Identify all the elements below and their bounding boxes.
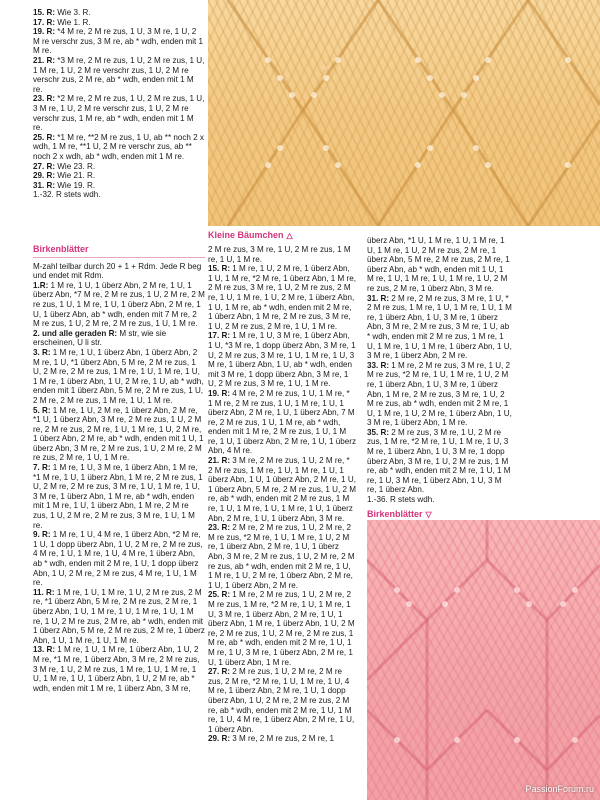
row-text: 1 M re, 1 U, 4 M re, 1 überz Abn, *2 M re, 1 U, 1 dopp überz Abn, 1 U, 2 M re, 2 M re zus, 4 M re, 1 U, 1 M re, 1 U, 4 M re, 1 überz Abn, ab * wdh, enden mit 2 M re, 1 U, 1 dopp überz Abn, 1 U, 2 M re, 2 M re zus, 4 M re, 1 U, 1 M re. bbox=[33, 530, 203, 588]
row-text: 4 M re, 2 M re zus, 1 U, 1 M re, * 1 M re, 2 M re zus, 1 U, 1 M re, 1 U, 1 überz Abn, 2 M re, 1 U, 1 überz Abn, 7 M re, 2 M re zus, 1 U, 1 M re, ab * wdh, enden mit 1 M re, 2 M re zus, 1 U, 1 M re, 1 U, 1 überz Abn, 2 M re, 1 U, 1 überz Abn, 4 M re. bbox=[208, 388, 357, 456]
row-label: 19. R: bbox=[33, 27, 56, 37]
row-text: *3 M re, 2 M re zus, 1 U, 2 M re zus, 1 U, 1 M re, 1 U, 2 M re verschr zus, 1 U, 2 M re verschr zus, 2 M re, ab * wdh, enden mit 1 M re. bbox=[33, 55, 205, 94]
instruction-row bbox=[367, 294, 512, 361]
instruction-row bbox=[33, 588, 205, 646]
row-label: 15. R: bbox=[208, 264, 231, 274]
pink-lace-pattern bbox=[367, 520, 600, 800]
row-label: 13. R: bbox=[33, 645, 56, 655]
row-text: 1 M re, 2 M re zus, 3 M re, 1 U, 2 M re zus, *2 M re, 1 U, 1 M re, 1 U, 2 M re, 1 überz Abn, 1 U, 3 M re, 1 überz Abn, 1 M re, 2 M re zus, 3 M re, 1 U, 2 M re zus, ab * wdh, enden mit 2 M re, 1 U, 1 M re, 1 U, 2 M re, 1 überz Abn, 1 U, 3 M re, 1 überz Abn, 1 M re. bbox=[367, 360, 512, 428]
triangle-down-icon: ▽ bbox=[425, 510, 432, 519]
kleine-baeumchen-label: Kleine Bäumchen bbox=[208, 230, 284, 240]
instruction-row bbox=[33, 162, 205, 172]
row-text: überz Abn, *1 U, 1 M re, 1 U, 1 M re, 1 U, 1 M re, 1 U, 2 M re zus, 2 M re, 1 überz Abn, 5 M re, 2 M re zus, 2 M re, 1 überz Abn, ab * wdh, enden mit 1 U, 1 M re, 1 U, 1 M re, 1 U, 1 M re, 1 U, 2 M re zus, 2 M re, 1 überz Abn, 3 M re. bbox=[367, 236, 510, 293]
instruction-row bbox=[33, 181, 205, 191]
instruction-row bbox=[33, 27, 205, 56]
row-text: 1 M re, 1 U, 1 M re, 1 überz Abn, 1 U, 2 M re, *1 M re, 1 überz Abn, 3 M re, 2 M re zus, 3 M re, 1 U, 2 M re zus, 1 M re, 1 U, 1 M re, 1 U, 1 M re, 1 U, 1 überz Abn, 1 U, 2 M re, ab * wdh, enden mit 1 M re, 1 überz Abn, 3 M re, bbox=[33, 645, 200, 693]
row-label: 1.R: bbox=[33, 280, 49, 290]
row-text: Wie 19. R. bbox=[55, 180, 96, 190]
row-label: 33. R: bbox=[367, 360, 390, 370]
row-text: 3 M re, 2 M re zus, 1 U, 2 M re, * 2 M re zus, 1 M re, 1 U, 1 M re, 1 U, 1 überz Abn, 1 U, 1 überz Abn, 2 M re, 1 U, 1 überz Abn, 5 M re, 2 M re zus, 1 U, 2 M re, ab * wdh, enden mit 2 M re zus, 1 M re, 1 U, 1 M re, 1 U, 1 M re, 1 U, 1 überz Abn, 2 M re, 1 U, 1 überz Abn, 3 M re. bbox=[208, 456, 357, 523]
instruction-row bbox=[33, 348, 205, 406]
row-label: 11. R: bbox=[33, 587, 55, 597]
instruction-row bbox=[208, 734, 356, 744]
row-label: 23. R: bbox=[33, 94, 56, 104]
row-label: 15. R: bbox=[33, 8, 56, 17]
row-label: 9. R: bbox=[33, 530, 51, 540]
instruction-row bbox=[208, 264, 356, 331]
section-title-kleine-baeumchen bbox=[208, 230, 293, 240]
row-label: 21. R: bbox=[208, 456, 231, 466]
section-divider bbox=[33, 257, 205, 258]
row-label: 31. R: bbox=[367, 293, 390, 303]
instruction-row bbox=[33, 171, 205, 181]
row-text: M str, wie sie erscheinen, U li str. bbox=[33, 328, 167, 348]
instruction-row bbox=[33, 645, 205, 693]
instruction-row bbox=[33, 463, 205, 530]
instructions-column-3 bbox=[367, 236, 512, 505]
instruction-row bbox=[208, 389, 356, 456]
row-label: 17. R: bbox=[33, 17, 56, 27]
row-text: Wie 3. R. bbox=[55, 8, 91, 17]
row-text: M-zahl teilbar durch 20 + 1 + Rdm. Jede R beg und endet mit Rdm. bbox=[33, 261, 202, 281]
row-text: 2 M re zus, 3 M re, 1 U, 2 M re zus, 1 M re, *2 M re, 1 U, 1 M re, 1 U, 3 M re, 1 überz Abn, 1 U, 3 M re, 1 dopp überz Abn, 3 M re, 1 U, 2 M re zus, 1 M re, ab * wdh, enden mit 2 M re, 1 U, 1 M re, 1 U, 3 M re, 1 überz Abn, 1 U, 3 M re, 1 überz Abn. bbox=[367, 427, 511, 495]
row-text: 2 M re zus, 1 U, 2 M re, 2 M re zus, 2 M re, *2 M re, 1 U, 1 M re, 1 U, 4 M re, 1 überz Abn, 2 M re, 1 U, 1 dopp überz Abn, 1 U, 2 M re, 2 M re zus, 2 M re, ab * wdh, enden mit 2 M re, 1 U, 1 M re, 1 U, 4 M re, 1 überz Abn, 2 M re, 1 U, 1 überz Abn. bbox=[208, 667, 355, 734]
row-text: 1 M re, 1 U, 1 M re, 1 U, 2 M re zus, 2 M re, *1 überz Abn, 5 M re, 2 M re zus, 2 M re, 1 überz Abn, 1 U, 1 M re, 1 U, 1 M re, 1 U, 1 M re, 1 U, 2 M re zus, 2 M re, ab * wdh, enden mit 1 überz Abn, 5 M re, 2 M re zus, 2 M re, 1 überz Abn, 1 U, 1 M re, 1 U, 1 M re. bbox=[33, 587, 205, 645]
instruction-row bbox=[208, 331, 356, 389]
instruction-row bbox=[208, 456, 356, 523]
row-text: Wie 23. R. bbox=[55, 161, 96, 171]
row-label: 3. R: bbox=[33, 347, 51, 357]
row-text: Wie 1. R. bbox=[55, 17, 91, 27]
row-label: 29. R: bbox=[33, 171, 56, 181]
row-label: 27. R: bbox=[33, 161, 56, 171]
instruction-row bbox=[33, 190, 205, 200]
row-label: 21. R: bbox=[33, 55, 56, 65]
row-text: 1 M re, 1 U, 1 überz Abn, 2 M re, 1 U, 1 überz Abn, *7 M re, 2 M re zus, 1 U, 2 M re, 2 M re zus, 1 U, 1 M re, 1 U, 1 überz Abn, 2 M re, 1 U, 1 überz Abn, ab * wdh, enden mit 7 M re, 2 M re zus, 1 U, 2 M re, 2 M re zus, 1 U, 1 M re. bbox=[33, 280, 205, 329]
birkenblaetter-instructions bbox=[33, 262, 205, 694]
birkenblaetter-photo-label: Birkenblätter bbox=[367, 509, 423, 519]
row-label: 31. R: bbox=[33, 180, 56, 190]
instruction-row bbox=[33, 56, 205, 94]
instruction-row bbox=[33, 329, 205, 348]
row-label: 23. R: bbox=[208, 523, 231, 533]
instruction-row bbox=[208, 523, 356, 590]
row-text: Wie 21. R. bbox=[55, 171, 96, 181]
row-label: 25. R: bbox=[208, 590, 231, 600]
row-text: 1 M re, 1 U, 3 M re, 1 überz Abn, 1 M re, *1 M re, 1 U, 1 überz Abn, 1 M re, 2 M re zus, 1 U, 2 M re, 2 M re zus, 3 M re, 1 U, 1 M re, 1 U, 3 M re, 1 überz Abn, 1 M re, ab * wdh, enden mit 1 M re, 1 U, 1 überz Abn, 1 M re, 2 M re zus, 1 U, 2 M re, 2 M re zus, 3 M re, 1 U, 1 M re. bbox=[33, 463, 203, 530]
row-label: 19. R: bbox=[208, 388, 231, 398]
row-text: 1 M re, 2 M re zus, 1 U, 2 M re, 2 M re zus, 1 M re, *2 M re, 1 U, 1 M re, 1 U, 3 M re, 1 überz Abn, 2 M re, 1 U, 1 überz Abn, 1 M re, 1 überz Abn, 1 U, 2 M re, 2 M re zus, 1 U, 2 M re, 2 M re zus, 1 M re, ab * wdh, enden mit 2 M re, 1 U, 1 M re, 1 U, 3 M re, 1 überz Abn, 2 M re, 1 U, 1 überz Abn, 1 M re. bbox=[208, 590, 355, 667]
row-text: *4 M re, 2 M re zus, 1 U, 3 M re, 1 U, 2 M re verschr zus, 3 M re, ab * wdh, enden mit 1 M re. bbox=[33, 27, 204, 56]
instruction-row bbox=[33, 18, 205, 28]
triangle-up-icon: △ bbox=[286, 231, 293, 240]
instruction-row bbox=[33, 94, 205, 132]
instruction-row bbox=[33, 262, 205, 281]
instruction-row bbox=[33, 133, 205, 162]
row-label: 27. R: bbox=[208, 667, 231, 677]
row-text: 1 M re, 1 U, 2 M re, 1 überz Abn, 2 M re, *1 U, 1 überz Abn, 3 M re, 2 M re zus, 1 U, 2 M re, 2 M re zus, 2 M re, 1 U, 1 M re, 1 U, 2 M re, 1 überz Abn, 2 M re, ab * wdh, enden mit 1 U, 1 überz Abn, 3 M re, 2 M re zus, 1 U, 2 M re, 2 M re zus, 2 M re, 1 U, 1 M re. bbox=[33, 405, 204, 463]
instructions-column-2 bbox=[208, 245, 356, 744]
instruction-row bbox=[33, 406, 205, 464]
section-title-birkenblaetter: Birkenblätter bbox=[33, 244, 89, 254]
row-text: 2 M re zus, 3 M re, 1 U, 2 M re zus, 1 M re, 1 U, 1 M re. bbox=[208, 245, 351, 264]
row-text: *2 M re, 2 M re zus, 1 U, 2 M re zus, 1 U, 3 M re, 1 U, 2 M re verschr zus, 1 U, 2 M re verschr zus, 1 M re, ab * wdh, enden mit 1 M re. bbox=[33, 94, 205, 133]
instruction-row bbox=[208, 245, 356, 264]
knitting-swatch-pink-photo bbox=[367, 520, 600, 800]
row-label: 35. R: bbox=[367, 427, 390, 437]
instructions-column-1 bbox=[33, 8, 205, 200]
instruction-row bbox=[367, 428, 512, 495]
row-text: 1 M re, 1 U, 3 M re, 1 überz Abn, 1 U, *3 M re, 1 dopp überz Abn, 3 M re, 1 U, 2 M re zus, 3 M re, 1 U, 1 M re, 1 U, 3 M re, 1 überz Abn, 1 U, ab * wdh, enden mit 3 M re, 1 dopp überz Abn, 3 M re, 1 U, 2 M re zus, 3 M re, 1 U, 1 M re. bbox=[208, 331, 356, 389]
section-title-birkenblaetter-photo bbox=[367, 509, 432, 519]
knitting-swatch-yellow-photo bbox=[208, 0, 600, 226]
row-text: 3 M re, 2 M re zus, 2 M re, 1 bbox=[230, 734, 334, 744]
row-label: 7. R: bbox=[33, 463, 51, 473]
row-text: *1 M re, **2 M re zus, 1 U, ab ** noch 2 x wdh, 1 M re, **1 U, 2 M re verschr zus, ab ** noch 2 x wdh, ab * wdh, enden mit 1 M re. bbox=[33, 132, 204, 161]
row-text: 1 M re, 1 U, 2 M re, 1 überz Abn, 1 U, 1 M re, *2 M re, 1 überz Abn, 1 M re, 2 M re zus, 3 M re, 1 U, 2 M re zus, 2 M re, 1 U, 1 M re, 1 U, 2 M re, 1 überz Abn, 1 U, 1 M re, ab * wdh, enden mit 2 M re, 1 überz Abn, 1 M re, 2 M re zus, 3 M re, 1 U, 2 M re zus, 2 M re, 1 U, 1 M re. bbox=[208, 264, 356, 331]
instruction-row bbox=[33, 281, 205, 329]
row-text: 1.-32. R stets wdh. bbox=[33, 190, 101, 200]
instruction-row bbox=[208, 590, 356, 667]
instruction-row bbox=[367, 236, 512, 294]
yellow-lace-pattern bbox=[208, 0, 600, 226]
instruction-row bbox=[33, 8, 205, 18]
watermark-text: PassionForum.ru bbox=[525, 784, 594, 794]
row-label: 2. und alle geraden R: bbox=[33, 328, 118, 338]
instruction-row bbox=[367, 495, 512, 505]
row-text: 1.-36. R stets wdh. bbox=[367, 495, 435, 505]
instruction-row bbox=[33, 530, 205, 588]
instruction-row bbox=[208, 667, 356, 734]
row-text: 2 M re, 2 M re zus, 3 M re, 1 U, * 2 M re zus, 1 M re, 1 U, 1 M re, 1 U, 1 M re, 1 überz Abn, 1 U, 3 M re, 1 überz Abn, 3 M re, 2 M re zus, 3 M re, 1 U, ab * wdh, enden mit 2 M re zus, 1 M re, 1 U, 1 M re, 1 U, 1 M re, 1 überz Abn, 1 U, 3 M re, 1 überz Abn, 2 M re. bbox=[367, 293, 512, 361]
row-label: 17. R: bbox=[208, 331, 231, 341]
row-label: 29. R: bbox=[208, 734, 231, 744]
birkenblaetter-section bbox=[33, 245, 205, 693]
row-label: 25. R: bbox=[33, 132, 56, 142]
instruction-row bbox=[367, 361, 512, 428]
row-text: 2 M re, 2 M re zus, 1 U, 2 M re, 2 M re zus, *2 M re, 1 U, 1 M re, 1 U, 2 M re, 1 überz Abn, 2 M re, 1 U, 1 überz Abn, 3 M re, 2 M re zus, 1 U, 2 M re, 2 M re zus, ab * wdh, enden mit 2 M re, 1 U, 1 M re, 1 U, 2 M re, 1 überz Abn, 2 M re, 1 U, 1 überz Abn, 2 M re. bbox=[208, 523, 355, 590]
row-text: 1 M re, 1 U, 1 überz Abn, 1 überz Abn, 2 M re, 1 U, *1 überz Abn, 5 M re, 2 M re zus, 1 U, 2 M re, 2 M re zus, 1 M re, 1 U, 1 M re, 1 U, 1 M re, 1 überz Abn, 1 U, 2 M re, 1 U, ab * wdh, enden mit 1 überz Abn, 5 M re, 2 M re zus, 1 U, 2 M re, 2 M re zus, 1 M re, 1 U, 1 M re. bbox=[33, 347, 204, 405]
row-label: 5. R: bbox=[33, 405, 51, 415]
